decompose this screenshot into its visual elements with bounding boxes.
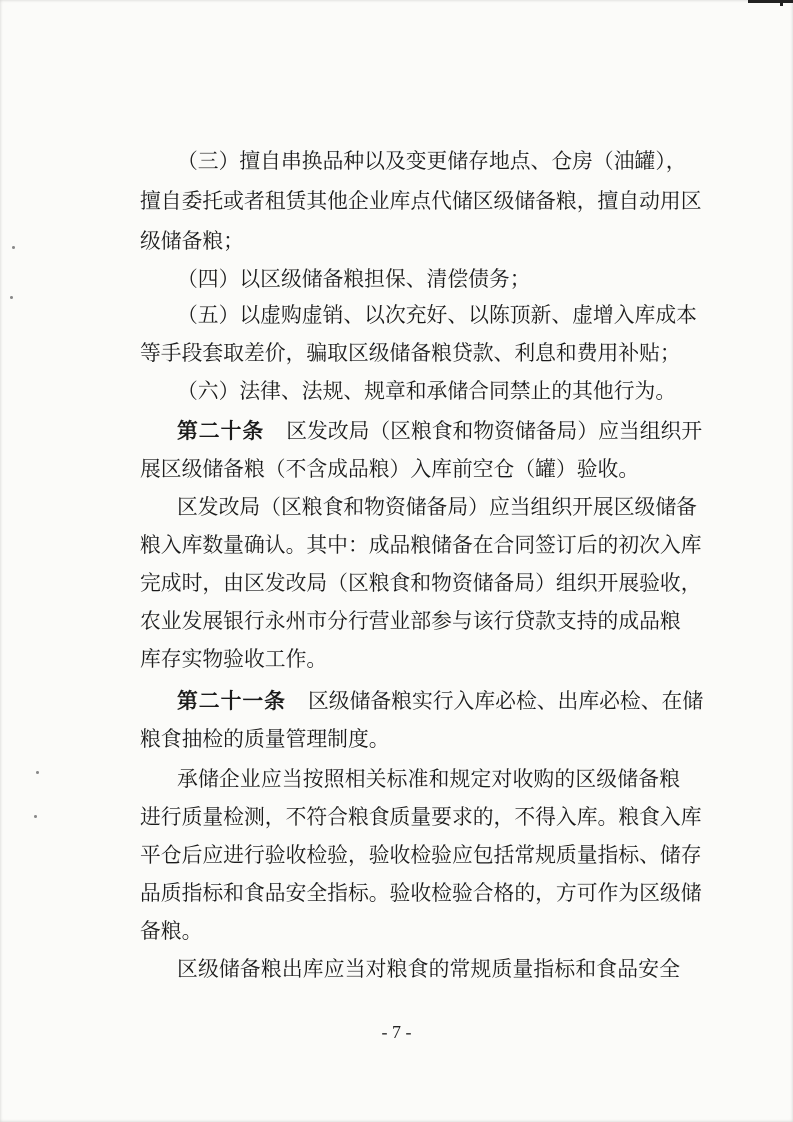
paragraph-6-line-2: 粮入库数量确认。其中：成品粮储备在合同签订后的初次入库 bbox=[140, 533, 702, 557]
article-21-text: 区级储备粮实行入库必检、出库必检、在储 bbox=[307, 689, 704, 713]
paragraph-8-line-2: 进行质量检测，不符合粮食质量要求的，不得入库。粮食入库 bbox=[140, 805, 702, 829]
clause-3-line-1: （三）擅自串换品种以及变更储存地点、仓房（油罐）， bbox=[177, 149, 687, 173]
paragraph-8-line-4: 品质指标和食品安全指标。验收检验合格的，方可作为区级储 bbox=[140, 881, 702, 905]
article-20-label: 第二十条 bbox=[177, 419, 265, 443]
article-21-label: 第二十一条 bbox=[177, 689, 286, 713]
clause-3-line-2: 擅自委托或者租赁其他企业库点代储区级储备粮，擅自动用区 bbox=[140, 189, 702, 213]
clause-3-line-3: 级储备粮； bbox=[140, 229, 244, 253]
scan-speck bbox=[36, 771, 39, 774]
clause-4-line-1: （四）以区级储备粮担保、清偿债务； bbox=[177, 267, 531, 291]
paragraph-8-line-3: 平仓后应进行验收检验，验收检验应包括常规质量指标、储存 bbox=[140, 843, 702, 867]
paragraph-8-line-1: 承储企业应当按照相关标准和规定对收购的区级储备粮 bbox=[177, 767, 680, 791]
article-20-line-2: 展区级储备粮（不含成品粮）入库前空仓（罐）验收。 bbox=[140, 457, 640, 481]
clause-5-line-2: 等手段套取差价，骗取区级储备粮贷款、利息和费用补贴； bbox=[140, 341, 681, 365]
article-21-line-1 bbox=[177, 686, 704, 716]
article-20-line-1 bbox=[177, 416, 703, 446]
page-number: - 7 - bbox=[381, 1022, 412, 1042]
scan-speck bbox=[10, 296, 13, 299]
scan-corner-mark-vertical bbox=[780, 0, 783, 6]
clause-5-line-1: （五）以虚购虚销、以次充好、以陈顶新、虚增入库成本 bbox=[177, 303, 697, 327]
paragraph-8-line-5: 备粮。 bbox=[140, 919, 203, 943]
article-21-line-2: 粮食抽检的质量管理制度。 bbox=[140, 727, 390, 751]
article-20-text: 区发改局（区粮食和物资储备局）应当组织开 bbox=[286, 419, 703, 443]
paragraph-6-line-1: 区发改局（区粮食和物资储备局）应当组织开展区级储备 bbox=[177, 495, 697, 519]
scan-speck bbox=[12, 246, 15, 249]
paragraph-6-line-5: 库存实物验收工作。 bbox=[140, 647, 328, 671]
paragraph-6-line-3: 完成时，由区发改局（区粮食和物资储备局）组织开展验收， bbox=[140, 571, 702, 595]
scan-speck bbox=[34, 815, 37, 818]
paragraph-6-line-4: 农业发展银行永州市分行营业部参与该行贷款支持的成品粮 bbox=[140, 609, 681, 633]
clause-6-line-1: （六）法律、法规、规章和承储合同禁止的其他行为。 bbox=[177, 379, 677, 403]
scan-corner-mark bbox=[748, 0, 793, 3]
paragraph-9-line-1: 区级储备粮出库应当对粮食的常规质量指标和食品安全 bbox=[177, 957, 680, 981]
